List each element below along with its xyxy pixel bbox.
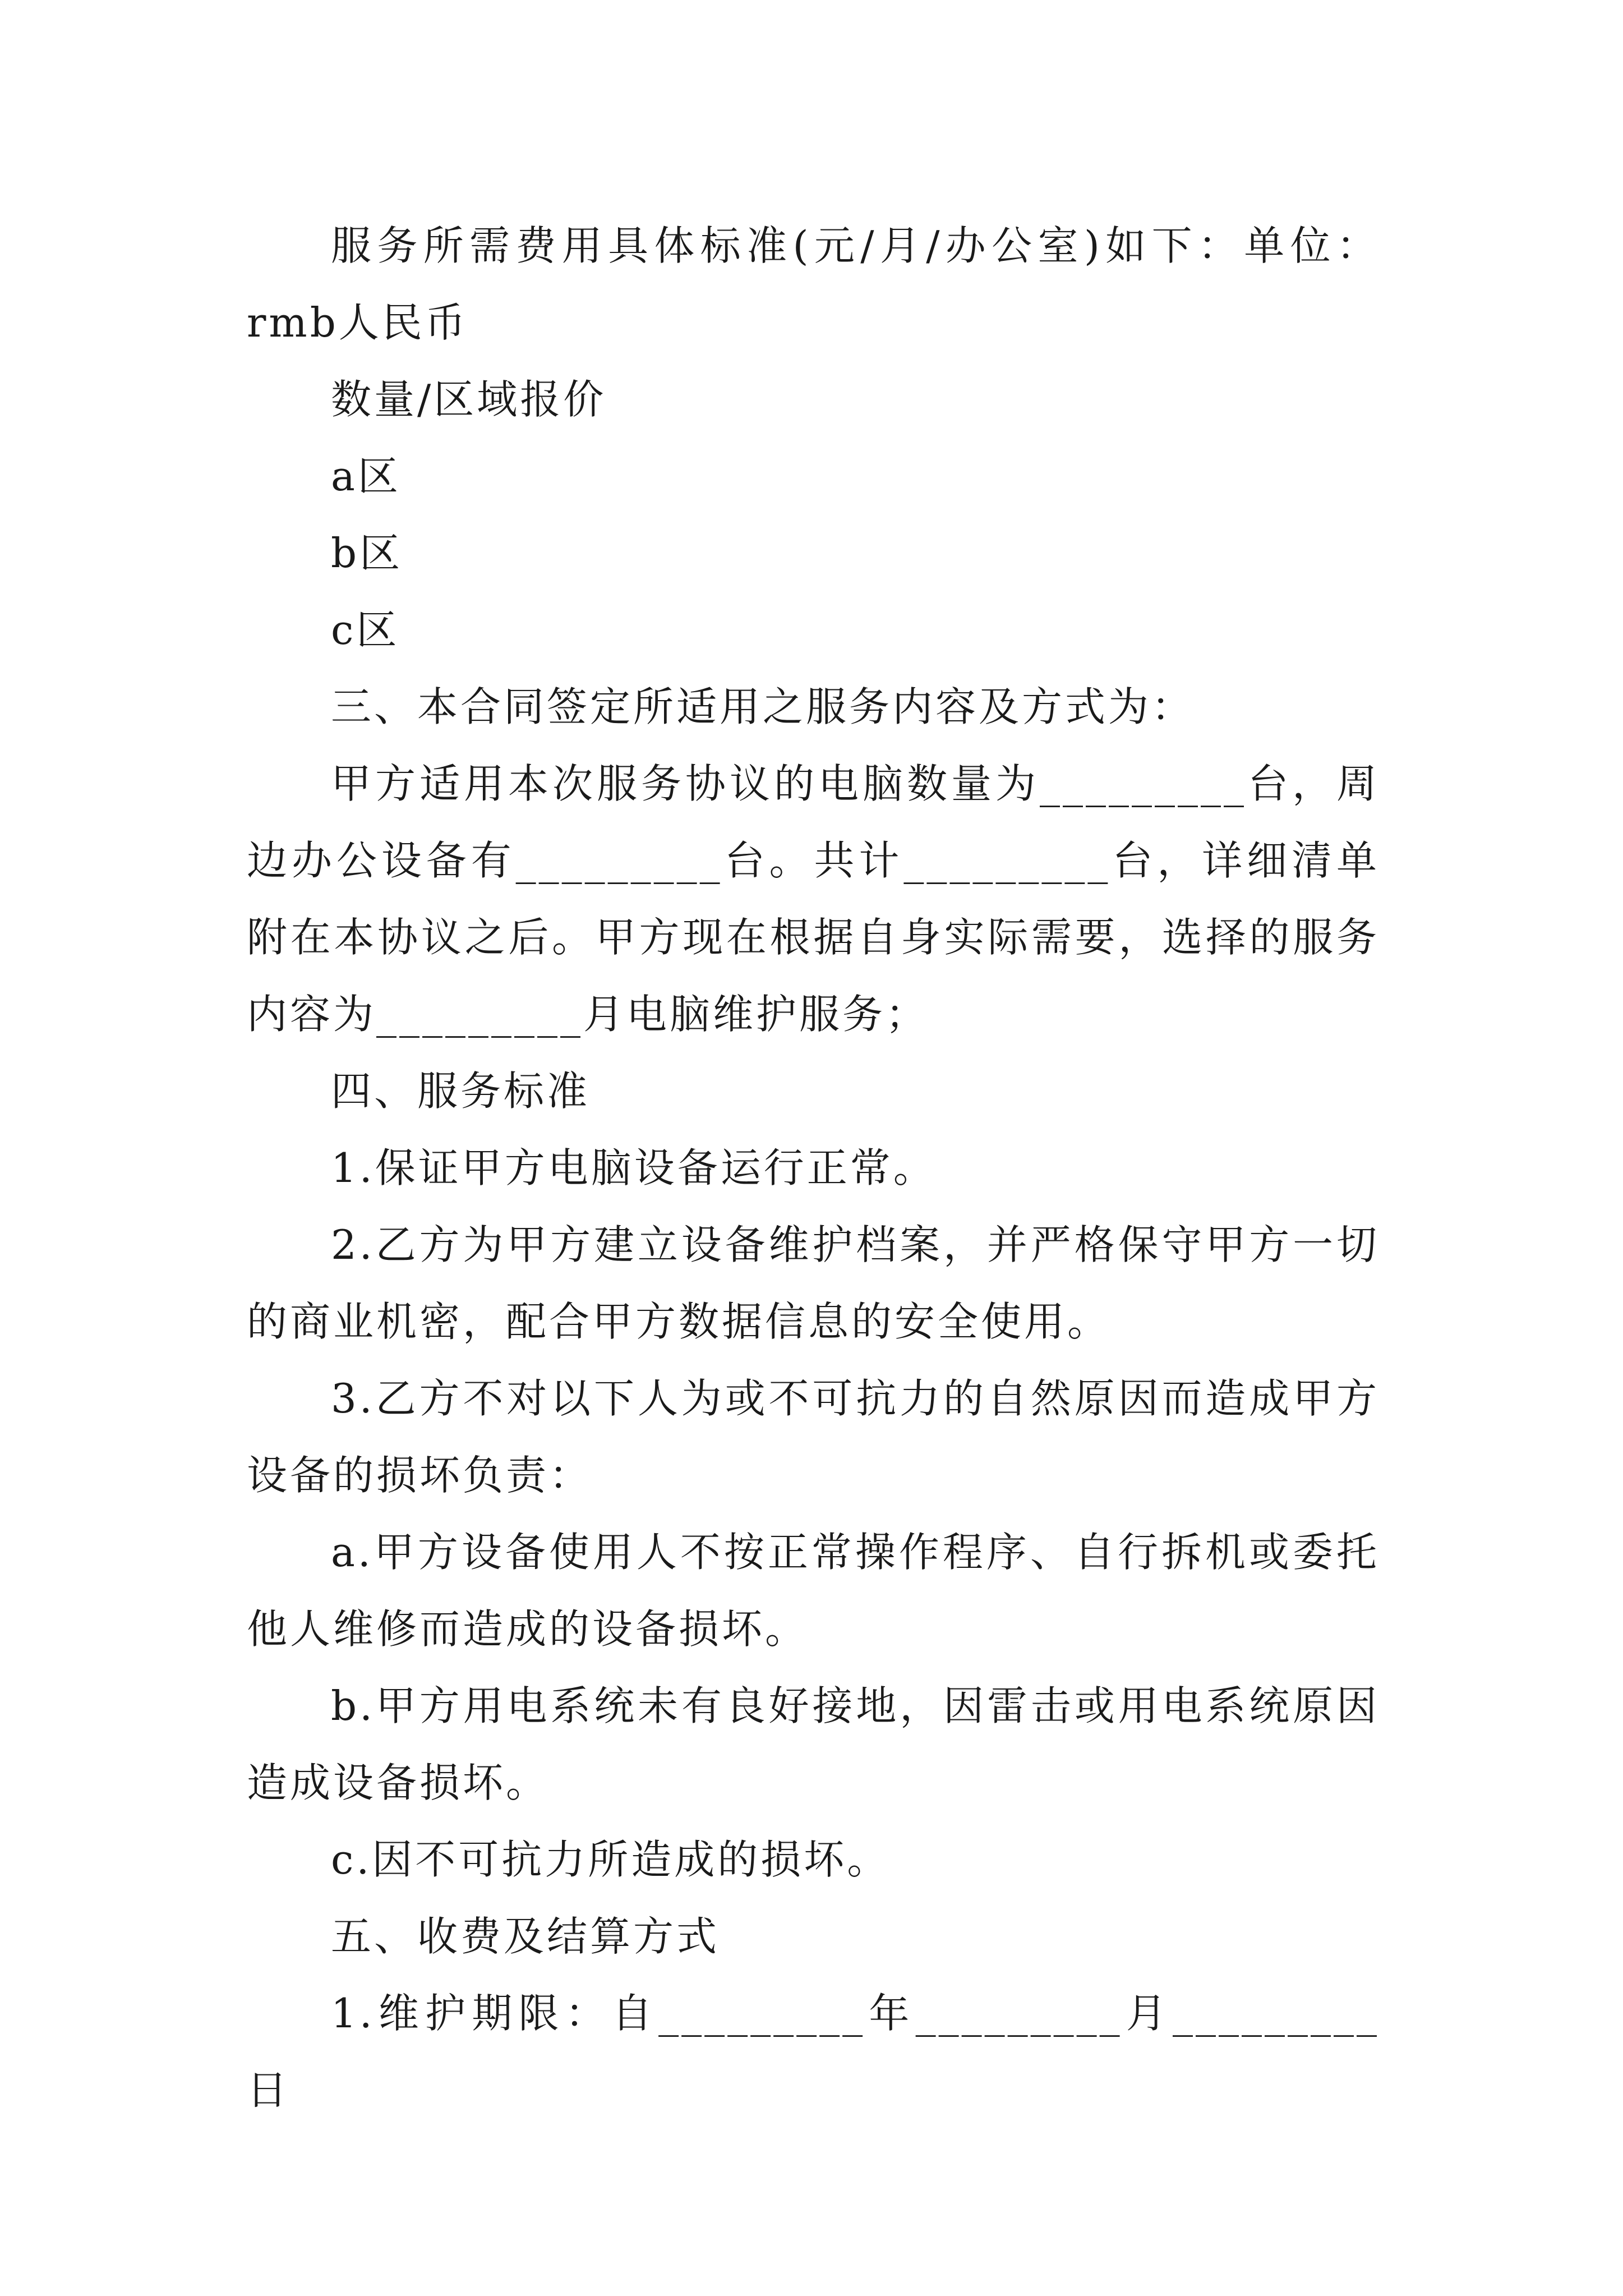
document-body [247,208,1380,2129]
section-five-heading: 五、收费及结算方式 [331,1913,720,1960]
service-scope-paragraph: 甲方适用本次服务协议的电脑数量为_________台，周边办公设备有_________台。共计_________台，详细清单附在本协议之后。甲方现在根据自身实际需要，选择的服务内容为_________月电脑维护服务； [247,760,1380,1038]
region-b-label: b区 [331,530,403,577]
exclusion-item-c: c.因不可抗力所造成的损坏。 [331,1836,891,1883]
standard-item-2: 2.乙方为甲方建立设备维护档案，并严格保守甲方一切的商业机密，配合甲方数据信息的安全使用。 [247,1221,1380,1345]
exclusion-item-b: b.甲方用电系统未有良好接地，因雷击或用电系统原因造成设备损坏。 [247,1682,1380,1806]
fee-standard-paragraph: 服务所需费用具体标准(元/月/办公室)如下：单位：rmb人民币 [247,222,1380,346]
section-four-heading: 四、服务标准 [331,1068,591,1115]
region-c-label: c区 [331,606,400,654]
standard-item-1: 1.保证甲方电脑设备运行正常。 [331,1144,937,1191]
exclusion-item-a: a.甲方设备使用人不按正常操作程序、自行拆机或委托他人维修而造成的设备损坏。 [247,1529,1380,1653]
section-three-heading: 三、本合同签定所适用之服务内容及方式为： [331,683,1195,730]
standard-item-3: 3.乙方不对以下人为或不可抗力的自然原因而造成甲方设备的损坏负责： [247,1375,1380,1499]
maintenance-period-item: 1.维护期限：自_________年_________月_________日 [247,1990,1380,2114]
region-a-label: a区 [331,453,401,500]
quantity-region-quote-heading: 数量/区域报价 [331,376,607,423]
